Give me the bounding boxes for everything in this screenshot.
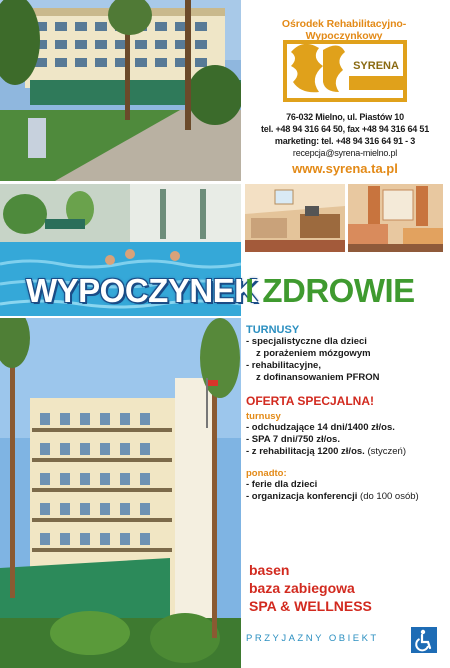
offer-item: - z rehabilitacją 1200 zł/os. (styczeń) [246,446,406,457]
ponadto-item: - organizacja konferencji (do 100 osób) [246,491,419,502]
offer-turnusy-label: turnusy [246,411,281,422]
feature-pool: basen [249,562,290,578]
marketing-phone: marketing: tel. +48 94 316 64 91 - 3 [274,136,416,146]
address: 76-032 Mielno, ul. Piastów 10 [286,112,404,122]
friendly-object-label: PRZYJAZNY OBIEKT [246,633,379,644]
phone-fax: tel. +48 94 316 64 50, fax +48 94 316 64 51 [260,124,430,134]
turnusy-item: z porażeniem mózgowym [256,348,371,359]
turnusy-item: z dofinansowaniem PFRON [256,372,380,383]
ponadto-label: ponadto: [246,468,287,479]
headline-part-2: I ZDROWIE [245,272,415,309]
room-photo-1 [245,184,345,252]
offer-item: - odchudzające 14 dni/1400 zł/os. [246,422,395,433]
headline-part-1: WYPOCZYNEK [26,272,258,309]
hotel-exterior-photo [0,0,241,181]
turnusy-item: - rehabilitacyjne, [246,360,321,371]
turnusy-title: TURNUSY [246,324,300,336]
logo-text: SYRENA [353,60,399,72]
feature-spa-wellness: SPA & WELLNESS [249,598,372,614]
ponadto-item-note: (do 100 osób) [360,491,419,502]
wheelchair-icon [411,627,437,653]
offer-item-note: (styczeń) [367,446,406,457]
special-offer-title: OFERTA SPECJALNA! [246,394,375,408]
headline [0,270,450,314]
offer-item: - SPA 7 dni/750 zł/os. [246,434,340,445]
syrena-logo [283,36,407,106]
offer-panel [246,322,446,503]
email-link[interactable]: recepcja@syrena-mielno.pl [292,148,398,158]
turnusy-item: - specjalistyczne dla dzieci [246,336,367,347]
organization-name: Ośrodek Rehabilitacyjno-Wypoczynkowy [281,18,407,42]
contact-block [246,111,444,159]
room-photo-2 [348,184,443,252]
ponadto-item: - ferie dla dzieci [246,479,318,490]
feature-treatment-base: baza zabiegowa [249,580,355,596]
building-photo [0,318,241,668]
website-link[interactable]: www.syrena.ta.pl [292,161,398,176]
